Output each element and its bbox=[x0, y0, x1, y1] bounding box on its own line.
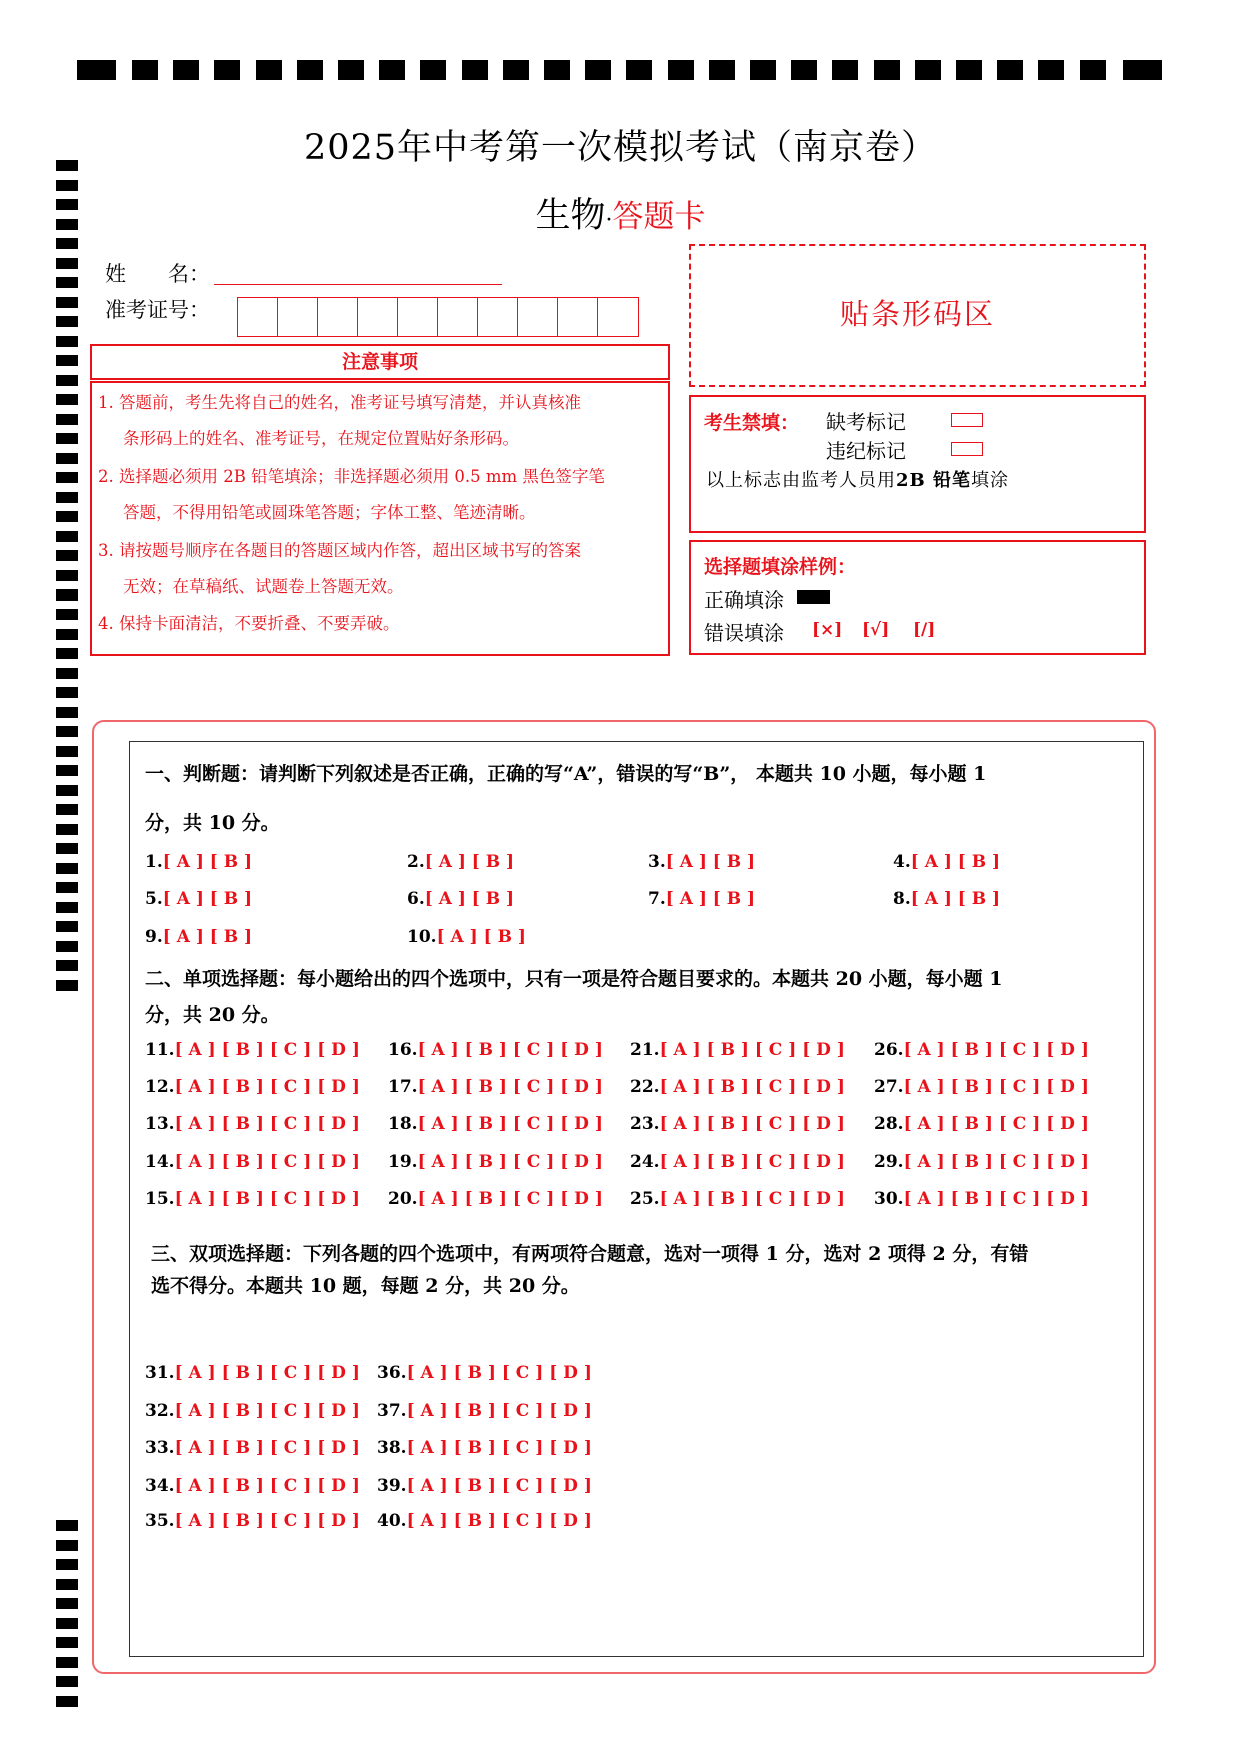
notice-line: 4. 保持卡面清洁，不要折叠、不要弄破。 bbox=[98, 614, 400, 633]
answer-options[interactable]: [ A ] [ B ] [ C ] [ D ] bbox=[406, 1401, 592, 1421]
absent-mark-box[interactable] bbox=[951, 412, 983, 431]
barcode-area: 贴条形码区 bbox=[689, 244, 1146, 387]
id-digit-cell[interactable] bbox=[358, 298, 398, 336]
question-8[interactable] bbox=[893, 889, 1000, 909]
side-alignment-mark bbox=[56, 394, 78, 405]
answer-options[interactable]: [ A ] [ B ] [ C ] [ D ] bbox=[406, 1438, 592, 1458]
question-10[interactable] bbox=[407, 927, 526, 947]
question-14[interactable] bbox=[145, 1152, 360, 1172]
alignment-mark bbox=[1123, 60, 1162, 80]
question-21[interactable] bbox=[630, 1040, 845, 1060]
question-9[interactable] bbox=[145, 927, 252, 947]
id-digit-cell[interactable] bbox=[438, 298, 478, 336]
question-number: 10. bbox=[407, 927, 437, 947]
question-26[interactable] bbox=[874, 1040, 1089, 1060]
question-number: 38. bbox=[377, 1438, 407, 1458]
answer-options[interactable]: [ A ] [ B ] [ C ] [ D ] bbox=[417, 1040, 603, 1060]
side-alignment-mark bbox=[56, 648, 78, 659]
alignment-mark bbox=[1038, 60, 1064, 80]
id-digit-cell[interactable] bbox=[598, 298, 638, 336]
proctor-only-label: 考生禁填： bbox=[704, 412, 800, 434]
alignment-mark bbox=[709, 60, 735, 80]
question-29[interactable] bbox=[874, 1152, 1089, 1172]
proctor-note-bold: 2B 铅笔 bbox=[896, 470, 972, 491]
question-number: 37. bbox=[377, 1401, 407, 1421]
question-35[interactable] bbox=[145, 1511, 360, 1531]
question-27[interactable] bbox=[874, 1077, 1089, 1097]
answer-options[interactable]: [ A ] [ B ] [ C ] [ D ] bbox=[406, 1511, 592, 1531]
id-digit-cell[interactable] bbox=[318, 298, 358, 336]
side-alignment-mark bbox=[56, 1579, 78, 1590]
question-5[interactable] bbox=[145, 889, 252, 909]
question-13[interactable] bbox=[145, 1114, 360, 1134]
question-number: 14. bbox=[145, 1152, 175, 1172]
side-alignment-mark bbox=[56, 531, 78, 542]
answer-options[interactable]: [ A ] [ B ] [ C ] [ D ] bbox=[659, 1114, 845, 1134]
question-number: 25. bbox=[630, 1189, 660, 1209]
violation-mark-label: 违纪标记 bbox=[826, 439, 906, 463]
side-alignment-mark bbox=[56, 921, 78, 932]
answer-options[interactable]: [ A ] [ B ] bbox=[665, 852, 756, 872]
alignment-mark bbox=[1080, 60, 1106, 80]
side-alignment-mark bbox=[56, 336, 78, 347]
proctor-note-pre: 以上标志由监考人员用 bbox=[706, 470, 896, 491]
answer-options[interactable]: [ A ] [ B ] [ C ] [ D ] bbox=[174, 1040, 360, 1060]
notice-line: 2. 选择题必须用 2B 铅笔填涂；非选择题必须用 0.5 mm 黑色签字笔 bbox=[98, 467, 605, 486]
proctor-note-post: 填涂 bbox=[971, 470, 1010, 491]
fill-sample-title: 选择题填涂样例： bbox=[704, 556, 857, 578]
side-alignment-mark bbox=[56, 297, 78, 308]
question-number: 1. bbox=[145, 852, 163, 872]
answer-options[interactable]: [ A ] [ B ] [ C ] [ D ] bbox=[903, 1077, 1089, 1097]
question-number: 21. bbox=[630, 1040, 660, 1060]
question-number: 3. bbox=[648, 852, 666, 872]
answer-options[interactable]: [ A ] [ B ] [ C ] [ D ] bbox=[417, 1077, 603, 1097]
answer-options[interactable]: [ A ] [ B ] [ C ] [ D ] bbox=[417, 1114, 603, 1134]
answer-options[interactable]: [ A ] [ B ] [ C ] [ D ] bbox=[174, 1476, 360, 1496]
question-number: 39. bbox=[377, 1476, 407, 1496]
alignment-mark bbox=[132, 60, 158, 80]
answer-options[interactable]: [ A ] [ B ] [ C ] [ D ] bbox=[417, 1189, 603, 1209]
question-number: 13. bbox=[145, 1114, 175, 1134]
id-digit-cell[interactable] bbox=[238, 298, 278, 336]
section-1-heading-cont: 分，共 10 分。 bbox=[145, 812, 280, 834]
question-number: 8. bbox=[893, 889, 911, 909]
alignment-mark bbox=[379, 60, 405, 80]
side-alignment-mark bbox=[56, 1540, 78, 1551]
question-17[interactable] bbox=[388, 1077, 603, 1097]
answer-options[interactable]: [ A ] [ B ] bbox=[424, 889, 515, 909]
question-number: 33. bbox=[145, 1438, 175, 1458]
question-15[interactable] bbox=[145, 1189, 360, 1209]
side-alignment-mark bbox=[56, 765, 78, 776]
question-1[interactable] bbox=[145, 852, 252, 872]
id-number-grid[interactable] bbox=[237, 297, 639, 337]
side-alignment-mark bbox=[56, 1637, 78, 1648]
answer-options[interactable]: [ A ] [ B ] [ C ] [ D ] bbox=[174, 1401, 360, 1421]
alignment-mark bbox=[750, 60, 776, 80]
side-alignment-mark bbox=[56, 609, 78, 620]
answer-options[interactable]: [ A ] [ B ] [ C ] [ D ] bbox=[659, 1040, 845, 1060]
question-number: 28. bbox=[874, 1114, 904, 1134]
question-number: 9. bbox=[145, 927, 163, 947]
alignment-mark bbox=[297, 60, 323, 80]
question-37[interactable] bbox=[377, 1401, 592, 1421]
id-digit-cell[interactable] bbox=[278, 298, 318, 336]
proctor-note bbox=[706, 466, 1009, 492]
id-label: 准考证号： bbox=[105, 298, 210, 322]
alignment-mark bbox=[173, 60, 199, 80]
question-31[interactable] bbox=[145, 1363, 360, 1383]
answer-options[interactable]: [ A ] [ B ] [ C ] [ D ] bbox=[417, 1152, 603, 1172]
alignment-mark bbox=[956, 60, 982, 80]
question-number: 23. bbox=[630, 1114, 660, 1134]
alignment-mark bbox=[256, 60, 282, 80]
question-number: 16. bbox=[388, 1040, 418, 1060]
alignment-mark bbox=[77, 60, 116, 80]
question-number: 19. bbox=[388, 1152, 418, 1172]
side-alignment-mark bbox=[56, 414, 78, 425]
notice-line: 无效；在草稿纸、试题卷上答题无效。 bbox=[123, 577, 404, 596]
side-alignment-mark bbox=[56, 980, 78, 991]
question-number: 36. bbox=[377, 1363, 407, 1383]
correct-fill-sample bbox=[797, 590, 830, 604]
side-alignment-mark bbox=[56, 375, 78, 386]
alignment-mark bbox=[338, 60, 364, 80]
name-label: 姓 名： bbox=[105, 262, 210, 286]
answer-options[interactable]: [ A ] [ B ] [ C ] [ D ] bbox=[406, 1363, 592, 1383]
wrong-mark-slash: [/] bbox=[913, 620, 936, 640]
question-34[interactable] bbox=[145, 1476, 360, 1496]
answer-options[interactable]: [ A ] [ B ] bbox=[162, 889, 253, 909]
answer-options[interactable]: [ A ] [ B ] bbox=[162, 927, 253, 947]
answer-options[interactable]: [ A ] [ B ] [ C ] [ D ] bbox=[174, 1114, 360, 1134]
question-number: 6. bbox=[407, 889, 425, 909]
question-4[interactable] bbox=[893, 852, 1000, 872]
question-number: 12. bbox=[145, 1077, 175, 1097]
alignment-mark bbox=[462, 60, 488, 80]
question-number: 26. bbox=[874, 1040, 904, 1060]
alignment-mark bbox=[791, 60, 817, 80]
subject-name: 生物 bbox=[535, 196, 606, 236]
answer-options[interactable]: [ A ] [ B ] [ C ] [ D ] bbox=[174, 1511, 360, 1531]
wrong-mark-check: [√] bbox=[862, 620, 890, 640]
side-alignment-mark bbox=[56, 746, 78, 757]
side-alignment-mark bbox=[56, 843, 78, 854]
question-number: 35. bbox=[145, 1511, 175, 1531]
alignment-mark bbox=[503, 60, 529, 80]
side-alignment-mark bbox=[56, 902, 78, 913]
notice-title: 注意事项 bbox=[90, 344, 670, 380]
question-number: 2. bbox=[407, 852, 425, 872]
title-dot: · bbox=[605, 208, 613, 233]
answer-options[interactable]: [ A ] [ B ] bbox=[162, 852, 253, 872]
side-alignment-mark bbox=[56, 277, 78, 288]
answer-options[interactable]: [ A ] [ B ] [ C ] [ D ] bbox=[174, 1363, 360, 1383]
wrong-fill-label: 错误填涂 bbox=[704, 621, 784, 645]
side-alignment-mark bbox=[56, 785, 78, 796]
question-number: 20. bbox=[388, 1189, 418, 1209]
side-alignment-mark bbox=[56, 1657, 78, 1668]
answer-options[interactable]: [ A ] [ B ] bbox=[665, 889, 756, 909]
answer-options[interactable]: [ A ] [ B ] [ C ] [ D ] bbox=[659, 1077, 845, 1097]
side-alignment-mark bbox=[56, 492, 78, 503]
answer-options[interactable]: [ A ] [ B ] [ C ] [ D ] bbox=[659, 1189, 845, 1209]
alignment-mark bbox=[214, 60, 240, 80]
question-number: 4. bbox=[893, 852, 911, 872]
correct-fill-label: 正确填涂 bbox=[704, 588, 784, 612]
subject-title bbox=[0, 188, 1241, 238]
side-alignment-mark bbox=[56, 433, 78, 444]
question-23[interactable] bbox=[630, 1114, 845, 1134]
answer-options[interactable]: [ A ] [ B ] bbox=[436, 927, 526, 947]
side-alignment-mark bbox=[56, 726, 78, 737]
alignment-mark bbox=[832, 60, 858, 80]
question-22[interactable] bbox=[630, 1077, 845, 1097]
question-20[interactable] bbox=[388, 1189, 603, 1209]
alignment-mark bbox=[420, 60, 446, 80]
side-alignment-mark bbox=[56, 355, 78, 366]
question-33[interactable] bbox=[145, 1438, 360, 1458]
question-16[interactable] bbox=[388, 1040, 603, 1060]
answer-options[interactable]: [ A ] [ B ] [ C ] [ D ] bbox=[903, 1040, 1089, 1060]
side-alignment-mark bbox=[56, 882, 78, 893]
answer-options[interactable]: [ A ] [ B ] [ C ] [ D ] bbox=[903, 1152, 1089, 1172]
answer-options[interactable]: [ A ] [ B ] [ C ] [ D ] bbox=[174, 1438, 360, 1458]
answer-options[interactable]: [ A ] [ B ] [ C ] [ D ] bbox=[406, 1476, 592, 1496]
absent-mark-label: 缺考标记 bbox=[826, 410, 906, 434]
question-number: 24. bbox=[630, 1152, 660, 1172]
question-number: 18. bbox=[388, 1114, 418, 1134]
notice-line: 3. 请按题号顺序在各题目的答题区域内作答，超出区域书写的答案 bbox=[98, 541, 581, 560]
side-alignment-mark bbox=[56, 824, 78, 835]
question-39[interactable] bbox=[377, 1476, 592, 1496]
notice-line: 条形码上的姓名、准考证号，在规定位置贴好条形码。 bbox=[123, 429, 519, 448]
violation-mark-box[interactable] bbox=[951, 441, 983, 460]
answer-options[interactable]: [ A ] [ B ] [ C ] [ D ] bbox=[174, 1077, 360, 1097]
question-number: 5. bbox=[145, 889, 163, 909]
question-11[interactable] bbox=[145, 1040, 360, 1060]
question-number: 30. bbox=[874, 1189, 904, 1209]
section-1-heading: 一、判断题：请判断下列叙述是否正确，正确的写“A”，错误的写“B”， 本题共 10 小题，每小题 1 bbox=[145, 763, 987, 785]
question-38[interactable] bbox=[377, 1438, 592, 1458]
side-alignment-mark bbox=[56, 941, 78, 952]
name-field[interactable] bbox=[214, 284, 502, 285]
side-alignment-mark bbox=[56, 238, 78, 249]
question-7[interactable] bbox=[648, 889, 755, 909]
question-40[interactable] bbox=[377, 1511, 592, 1531]
side-alignment-mark bbox=[56, 570, 78, 581]
question-number: 32. bbox=[145, 1401, 175, 1421]
side-alignment-mark bbox=[56, 472, 78, 483]
page-title: 2025年中考第一次模拟考试（南京卷） bbox=[303, 128, 938, 168]
alignment-mark bbox=[585, 60, 611, 80]
side-alignment-mark bbox=[56, 804, 78, 815]
question-number: 7. bbox=[648, 889, 666, 909]
question-12[interactable] bbox=[145, 1077, 360, 1097]
answer-options[interactable]: [ A ] [ B ] [ C ] [ D ] bbox=[174, 1189, 360, 1209]
side-alignment-mark bbox=[56, 550, 78, 561]
notice-line: 答题，不得用铅笔或圆珠笔答题；字体工整、笔迹清晰。 bbox=[123, 503, 536, 522]
section-3-heading: 三、双项选择题：下列各题的四个选项中，有两项符合题意，选对一项得 1 分，选对 2 项得 2 分，有错 bbox=[151, 1243, 1029, 1265]
question-6[interactable] bbox=[407, 889, 514, 909]
question-19[interactable] bbox=[388, 1152, 603, 1172]
side-alignment-mark bbox=[56, 258, 78, 269]
question-number: 11. bbox=[145, 1040, 175, 1060]
id-digit-cell[interactable] bbox=[518, 298, 558, 336]
side-alignment-mark bbox=[56, 453, 78, 464]
answer-options[interactable]: [ A ] [ B ] bbox=[910, 889, 1001, 909]
wrong-mark-x: [×] bbox=[812, 620, 843, 640]
question-3[interactable] bbox=[648, 852, 755, 872]
alignment-mark bbox=[544, 60, 570, 80]
answer-options[interactable]: [ A ] [ B ] [ C ] [ D ] bbox=[903, 1114, 1089, 1134]
id-digit-cell[interactable] bbox=[558, 298, 598, 336]
id-digit-cell[interactable] bbox=[398, 298, 438, 336]
side-alignment-mark bbox=[56, 960, 78, 971]
question-30[interactable] bbox=[874, 1189, 1089, 1209]
question-32[interactable] bbox=[145, 1401, 360, 1421]
answer-options[interactable]: [ A ] [ B ] [ C ] [ D ] bbox=[659, 1152, 845, 1172]
side-alignment-mark bbox=[56, 1696, 78, 1707]
question-28[interactable] bbox=[874, 1114, 1089, 1134]
notice-line: 1. 答题前，考生先将自己的姓名，准考证号填写清楚，并认真核准 bbox=[98, 393, 581, 412]
side-alignment-mark bbox=[56, 590, 78, 601]
alignment-mark bbox=[668, 60, 694, 80]
side-alignment-mark bbox=[56, 707, 78, 718]
id-digit-cell[interactable] bbox=[478, 298, 518, 336]
alignment-mark bbox=[874, 60, 900, 80]
question-18[interactable] bbox=[388, 1114, 603, 1134]
section-3-heading-cont: 选不得分。本题共 10 题，每题 2 分，共 20 分。 bbox=[151, 1275, 580, 1297]
question-2[interactable] bbox=[407, 852, 514, 872]
question-number: 27. bbox=[874, 1077, 904, 1097]
side-alignment-mark bbox=[56, 316, 78, 327]
side-alignment-mark bbox=[56, 687, 78, 698]
section-2-heading: 二、单项选择题：每小题给出的四个选项中，只有一项是符合题目要求的。本题共 20 小题，每小题 1 bbox=[145, 968, 1003, 990]
side-alignment-mark bbox=[56, 1676, 78, 1687]
question-number: 29. bbox=[874, 1152, 904, 1172]
alignment-mark bbox=[626, 60, 652, 80]
side-alignment-mark bbox=[56, 1598, 78, 1609]
side-alignment-mark bbox=[56, 1520, 78, 1531]
answer-options[interactable]: [ A ] [ B ] [ C ] [ D ] bbox=[903, 1189, 1089, 1209]
side-alignment-mark bbox=[56, 668, 78, 679]
section-2-heading-cont: 分，共 20 分。 bbox=[145, 1004, 280, 1026]
answer-options[interactable]: [ A ] [ B ] [ C ] [ D ] bbox=[174, 1152, 360, 1172]
side-alignment-mark bbox=[56, 629, 78, 640]
alignment-mark bbox=[997, 60, 1023, 80]
question-36[interactable] bbox=[377, 1363, 592, 1383]
question-number: 34. bbox=[145, 1476, 175, 1496]
question-number: 22. bbox=[630, 1077, 660, 1097]
question-number: 17. bbox=[388, 1077, 418, 1097]
side-alignment-mark bbox=[56, 1618, 78, 1629]
answer-options[interactable]: [ A ] [ B ] bbox=[910, 852, 1001, 872]
question-25[interactable] bbox=[630, 1189, 845, 1209]
question-number: 31. bbox=[145, 1363, 175, 1383]
side-alignment-mark bbox=[56, 511, 78, 522]
question-number: 40. bbox=[377, 1511, 407, 1531]
answer-card-label: 答题卡 bbox=[612, 199, 706, 235]
alignment-mark bbox=[915, 60, 941, 80]
side-alignment-mark bbox=[56, 863, 78, 874]
answer-options[interactable]: [ A ] [ B ] bbox=[424, 852, 515, 872]
side-alignment-mark bbox=[56, 1559, 78, 1570]
question-number: 15. bbox=[145, 1189, 175, 1209]
question-24[interactable] bbox=[630, 1152, 845, 1172]
